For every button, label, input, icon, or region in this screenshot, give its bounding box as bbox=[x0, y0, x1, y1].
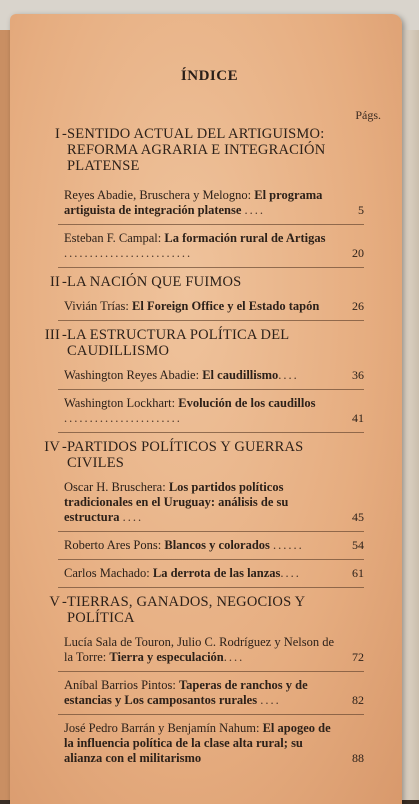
toc-entry[interactable] bbox=[64, 721, 364, 766]
entry-work: Los partidos políticos tradicionales en el Uruguay: análisis de su estructura bbox=[64, 480, 289, 524]
entry-page: 82 bbox=[352, 693, 364, 707]
entry-page: 36 bbox=[352, 368, 364, 382]
divider bbox=[58, 671, 364, 672]
section-number: II bbox=[49, 274, 60, 290]
entry-author: José Pedro Barrán y Benjamín Nahum: bbox=[64, 721, 260, 735]
entry-author: Carlos Machado: bbox=[64, 566, 150, 580]
entry-author: Lucía Sala de Touron, Julio C. Rodríguez y Nelson de la Torre: bbox=[64, 635, 335, 664]
toc-entry[interactable]: Aníbal Barrios Pintos: Taperas de ranchos y de estancias y Los camposantos rurales .... 82 bbox=[64, 678, 364, 707]
section-1: I - SENTIDO ACTUAL DEL ARTIGUISMO: REFORMA AGRARIA E INTEGRACIÓN PLATENSE bbox=[44, 126, 364, 174]
entry-author: Washington Reyes Abadie: bbox=[64, 368, 200, 382]
section-3: III - LA ESTRUCTURA POLÍTICA DEL CAUDILLISMO bbox=[44, 327, 364, 359]
divider bbox=[58, 389, 364, 390]
section-number: I bbox=[54, 126, 60, 142]
entry-page: 26 bbox=[352, 299, 364, 313]
divider bbox=[58, 432, 364, 433]
entry-author: Aníbal Barrios Pintos: bbox=[64, 678, 176, 692]
entry-page: 41 bbox=[352, 411, 364, 425]
entry-work: Evolución de los caudillos bbox=[178, 396, 316, 410]
entry-author: Oscar H. Bruschera: bbox=[64, 480, 166, 494]
section-5: V - TIERRAS, GANADOS, NEGOCIOS Y POLÍTICA bbox=[44, 594, 364, 626]
divider bbox=[58, 320, 364, 321]
toc-entry[interactable]: Washington Lockhart: Evolución de los caudillos ....................... 41 bbox=[64, 396, 364, 425]
section-number: V bbox=[49, 594, 60, 610]
section-title: SENTIDO ACTUAL DEL ARTIGUISMO: REFORMA AGRARIA E INTEGRACIÓN PLATENSE bbox=[67, 126, 326, 174]
entry-work: Tierra y especulación bbox=[109, 650, 224, 664]
entry-work: Taperas de ranchos y de estancias y Los camposantos rurales bbox=[64, 678, 308, 707]
section-title: TIERRAS, GANADOS, NEGOCIOS Y POLÍTICA bbox=[67, 594, 305, 626]
toc-entry[interactable]: Reyes Abadie, Bruschera y Melogno: El programa artiguista de integración platense .... 5 bbox=[64, 188, 364, 217]
entry-author: Roberto Ares Pons: bbox=[64, 538, 162, 552]
entry-page: 20 bbox=[352, 246, 364, 260]
section-title: PARTIDOS POLÍTICOS Y GUERRAS CIVILES bbox=[67, 439, 304, 471]
entry-page: 54 bbox=[352, 538, 364, 552]
entry-author: Washington Lockhart: bbox=[64, 396, 176, 410]
divider bbox=[58, 267, 364, 268]
entry-author: Vivián Trías: bbox=[64, 299, 129, 313]
divider bbox=[58, 559, 364, 560]
divider bbox=[58, 531, 364, 532]
divider bbox=[58, 587, 364, 588]
toc-entry[interactable] bbox=[64, 299, 364, 314]
section-title: LA NACIÓN QUE FUIMOS bbox=[67, 274, 242, 290]
section-number: IV bbox=[44, 439, 60, 455]
section-4: IV - PARTIDOS POLÍTICOS Y GUERRAS CIVILES bbox=[44, 439, 364, 471]
section-2: II - LA NACIÓN QUE FUIMOS bbox=[44, 274, 364, 290]
entry-work: El Foreign Office y el Estado tapón bbox=[132, 299, 320, 313]
entry-page: 5 bbox=[358, 203, 364, 217]
toc-entry[interactable]: Oscar H. Bruschera: Los partidos políticos tradicionales en el Uruguay: análisis de su estructura .... 45 bbox=[64, 480, 364, 524]
entry-work: El caudillismo bbox=[202, 368, 279, 382]
entry-page: 72 bbox=[352, 650, 364, 664]
entry-work: La derrota de las lanzas bbox=[152, 566, 281, 580]
table-of-contents bbox=[44, 126, 364, 766]
entry-work: El programa artiguista de integración platense bbox=[64, 188, 323, 217]
entry-page: 61 bbox=[352, 566, 364, 580]
entry-work: La formación rural de Artigas bbox=[164, 231, 326, 245]
section-title: LA ESTRUCTURA POLÍTICA DEL CAUDILLISMO bbox=[67, 327, 289, 359]
index-title: ÍNDICE bbox=[180, 68, 239, 84]
entry-page: 45 bbox=[352, 510, 364, 524]
entry-author: Esteban F. Campal: bbox=[64, 231, 162, 245]
section-number: III bbox=[44, 327, 60, 343]
pages-heading: Págs. bbox=[355, 108, 381, 122]
entry-page: 88 bbox=[352, 751, 364, 765]
toc-entry[interactable]: Carlos Machado: La derrota de las lanzas.... 61 bbox=[64, 566, 364, 580]
entry-author: Reyes Abadie, Bruschera y Melogno: bbox=[64, 188, 252, 202]
entry-work: El apogeo de la influencia política de la clase alta rural; su alianza con el militarismo bbox=[64, 721, 331, 765]
background-right-pages bbox=[399, 30, 419, 800]
toc-entry[interactable]: Esteban F. Campal: La formación rural de Artigas ......................... 20 bbox=[64, 231, 364, 260]
toc-entry[interactable]: Lucía Sala de Touron, Julio C. Rodríguez y Nelson de la Torre: Tierra y especulación.... 72 bbox=[64, 635, 364, 664]
divider bbox=[58, 224, 364, 225]
toc-entry[interactable]: Washington Reyes Abadie: El caudillismo.... 36 bbox=[64, 368, 364, 382]
toc-entry[interactable]: Roberto Ares Pons: Blancos y colorados ...... 54 bbox=[64, 538, 364, 552]
entry-work: Blancos y colorados bbox=[164, 538, 270, 552]
divider bbox=[58, 714, 364, 715]
